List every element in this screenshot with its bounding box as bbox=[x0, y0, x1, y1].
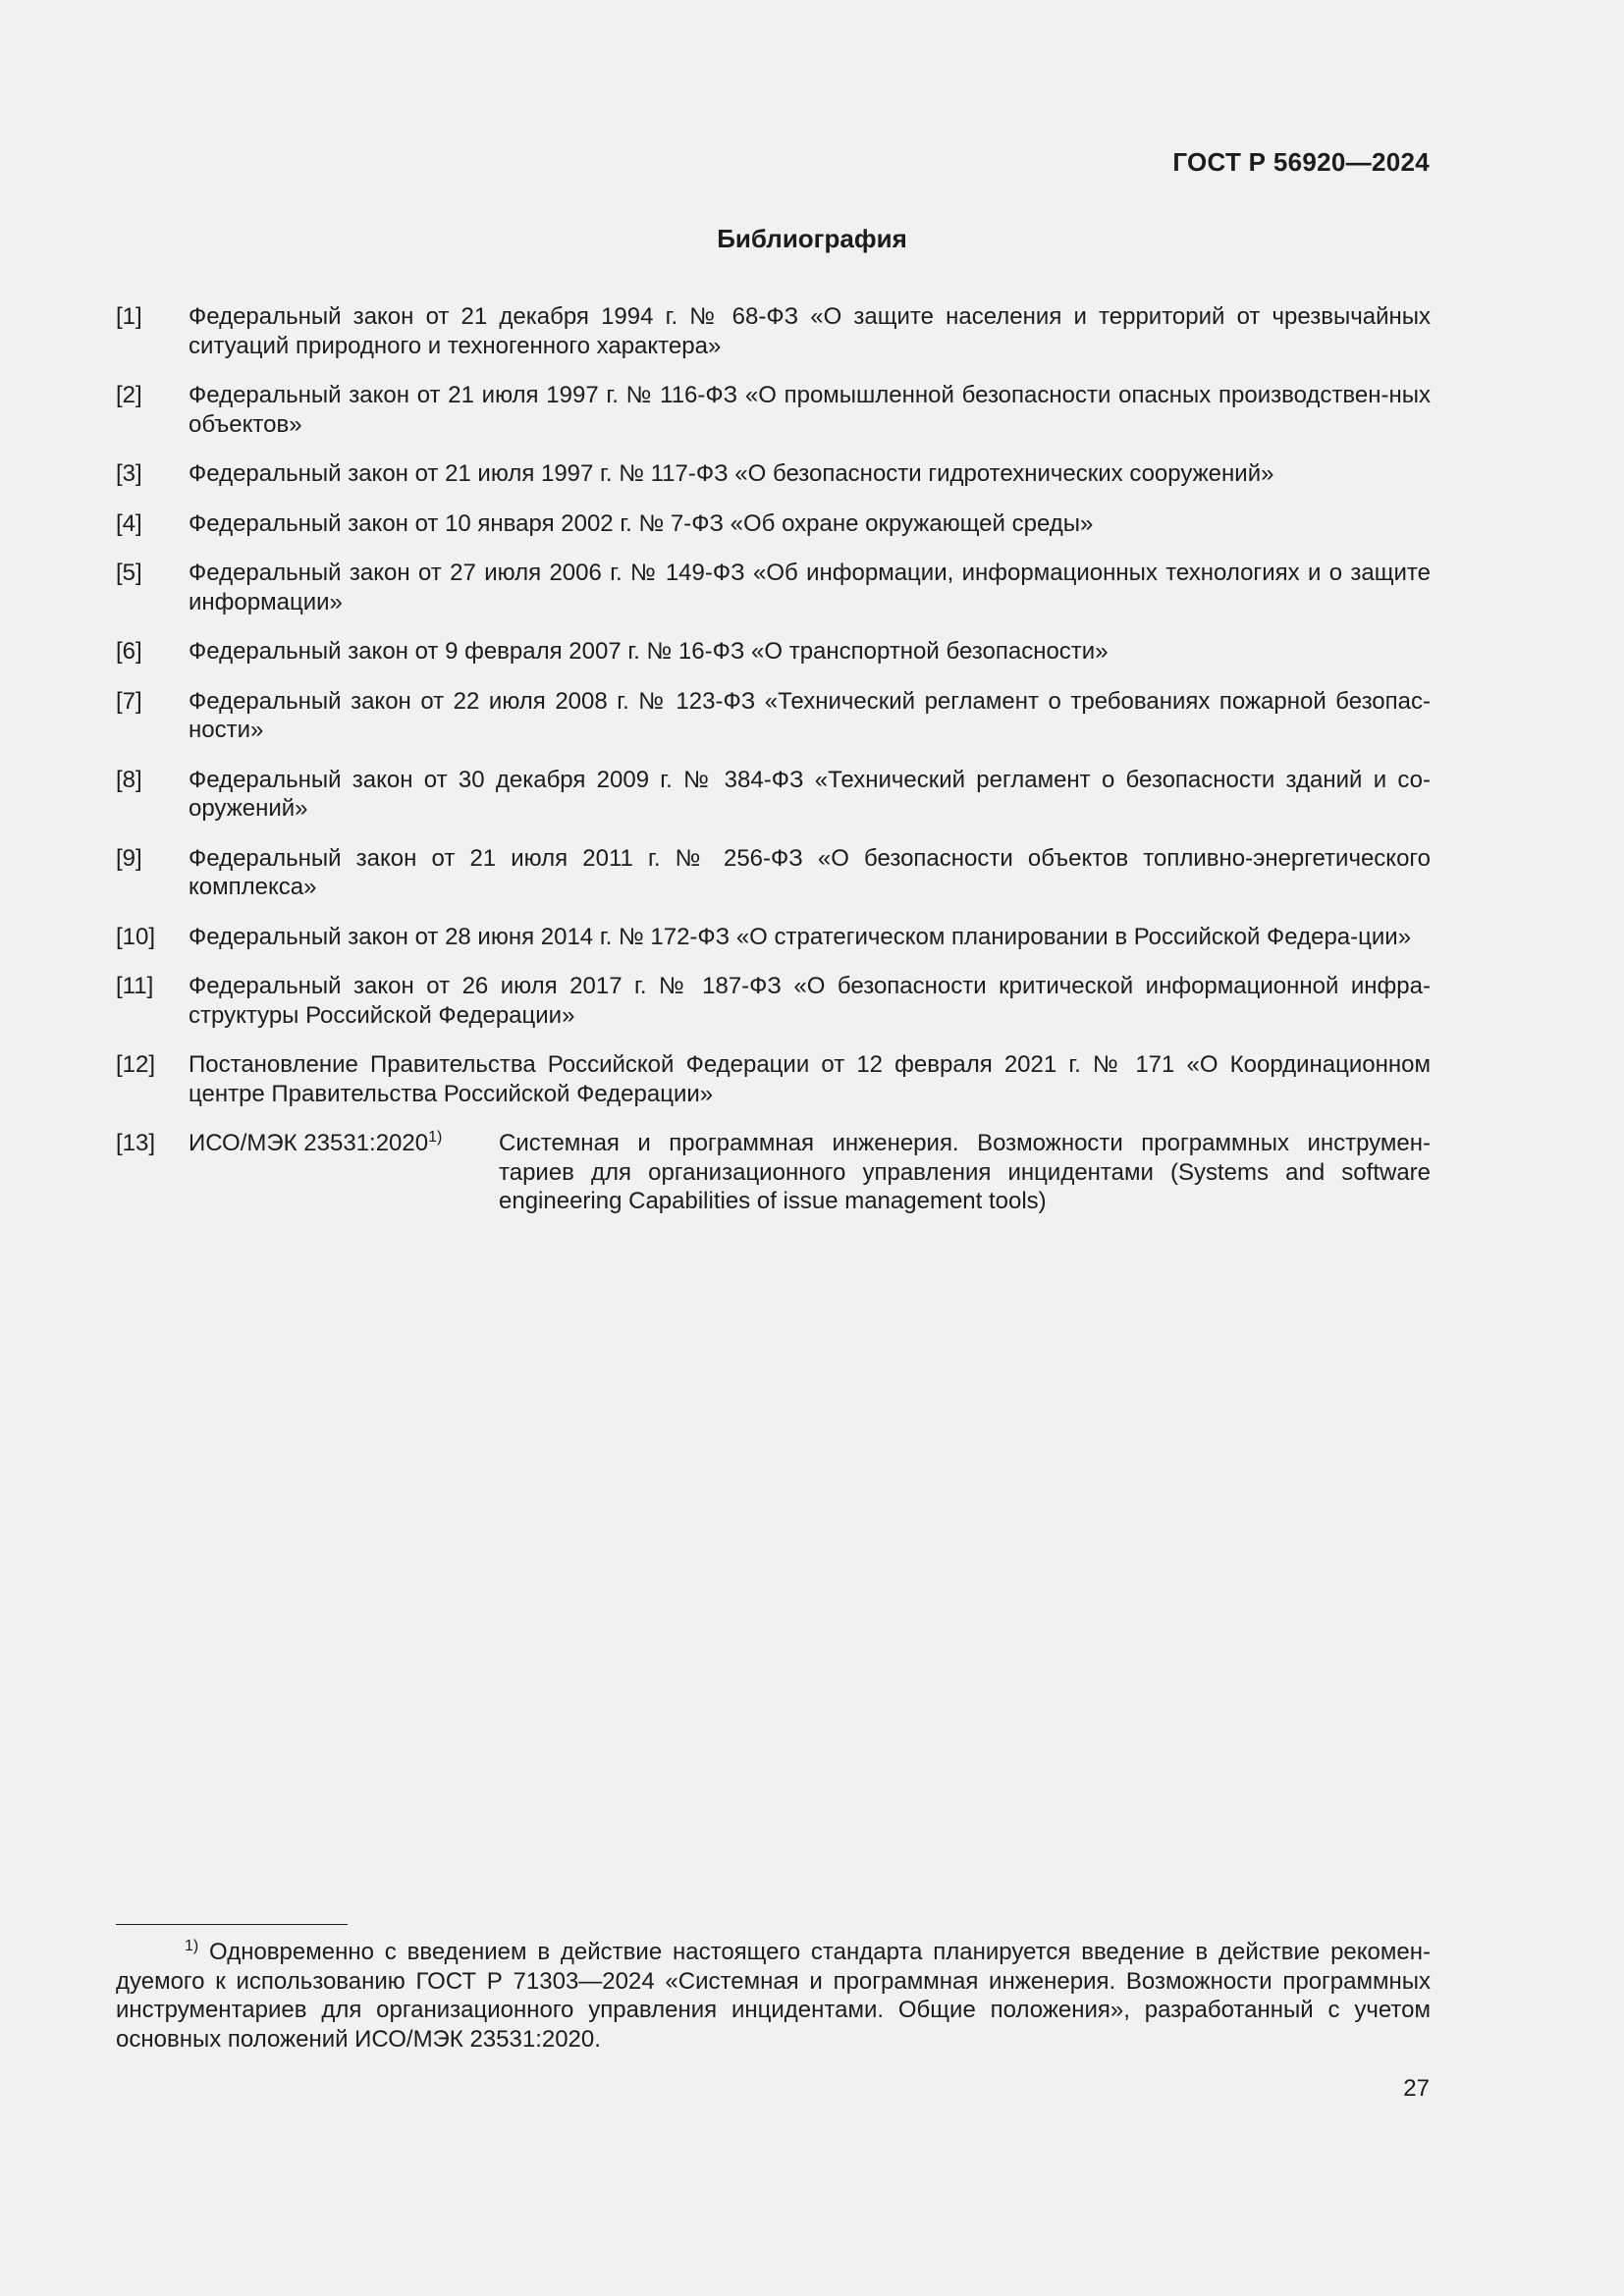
page-title: Библиография bbox=[717, 224, 907, 253]
entry-text: Федеральный закон от 21 декабря 1994 г. № 68-ФЗ «О защите населения и территорий от чрезвычайных ситуаций природного и техногенного характера» bbox=[189, 303, 1431, 359]
entry-number: [11] bbox=[116, 973, 154, 999]
bibliography-entry bbox=[116, 559, 1431, 616]
entry-text: Федеральный закон от 9 февраля 2007 г. № 16-ФЗ «О транспортной безопасности» bbox=[189, 638, 1109, 665]
entry-text: Федеральный закон от 21 июля 1997 г. № 116-ФЗ «О промышленной безопасности опасных производствен-ных объектов» bbox=[189, 382, 1431, 438]
entry-text: Федеральный закон от 22 июля 2008 г. № 123-ФЗ «Технический регламент о требованиях пожарной безопас-ности» bbox=[189, 687, 1431, 743]
entry-number: [6] bbox=[116, 638, 142, 665]
bibliography-entry bbox=[116, 302, 1431, 360]
entry-number: [13] bbox=[116, 1130, 156, 1156]
entry-text: Федеральный закон от 26 июля 2017 г. № 187-ФЗ «О безопасности критической информационной инфра-структуры Российской Федерации» bbox=[189, 973, 1431, 1029]
bibliography-entry bbox=[116, 687, 1431, 745]
entry-number: [5] bbox=[116, 560, 142, 586]
iso-standard-code bbox=[189, 1129, 499, 1216]
entry-number: [9] bbox=[116, 844, 142, 872]
entry-text: Постановление Правительства Российской Федерации от 12 февраля 2021 г. № 171 «О Координационном центре Правительства Российской Федерации» bbox=[189, 1051, 1431, 1107]
footnote-separator bbox=[116, 1924, 348, 1925]
page-number: 27 bbox=[1403, 2075, 1430, 2102]
entry-number: [12] bbox=[116, 1051, 156, 1078]
entry-text: Федеральный закон от 27 июля 2006 г. № 149-ФЗ «Об информации, информационных технологиях и о защите информации» bbox=[189, 560, 1431, 615]
footnote-text: Одновременно с введением в действие настоящего стандарта планируется введение в действие рекомен-дуемого к использованию ГОСТ Р 71303—2024 «Системная и программная инженерия. Возможности программных инструментариев для организационного управления инцидентами. Общие положения», разработанный с учетом основных положений ИСО/МЭК 23531:2020. bbox=[116, 1939, 1431, 2053]
bibliography-entry bbox=[116, 509, 1431, 539]
bibliography-entry bbox=[116, 459, 1431, 489]
bibliography-entry bbox=[116, 381, 1431, 439]
iso-code-text: ИСО/МЭК 23531:2020 bbox=[189, 1130, 429, 1156]
entry-text: Федеральный закон от 10 января 2002 г. № 7-ФЗ «Об охране окружающей среды» bbox=[189, 509, 1094, 537]
entry-number: [10] bbox=[116, 923, 156, 950]
footnote bbox=[116, 1938, 1431, 2054]
entry-number: [1] bbox=[116, 303, 142, 330]
entry-number: [7] bbox=[116, 687, 142, 715]
bibliography-entry bbox=[116, 1050, 1431, 1108]
entry-text: Федеральный закон от 28 июня 2014 г. № 172-ФЗ «О стратегическом планировании в Российской Федера-ции» bbox=[189, 923, 1412, 950]
bibliography-list bbox=[116, 302, 1431, 1237]
iso-standard-description: Системная и программная инженерия. Возможности программных инструмен-тариев для организационного управления инцидентами (Systems and software engineering Capabilities of issue management tools) bbox=[499, 1130, 1431, 1214]
footnote-mark: 1) bbox=[185, 1938, 199, 1954]
entry-number: [8] bbox=[116, 766, 142, 793]
footnote-reference-mark: 1) bbox=[428, 1129, 443, 1146]
entry-text: Федеральный закон от 30 декабря 2009 г. № 384-ФЗ «Технический регламент о безопасности зданий и со-оружений» bbox=[189, 766, 1431, 822]
bibliography-entry bbox=[116, 972, 1431, 1030]
bibliography-entry bbox=[116, 637, 1431, 667]
bibliography-entry bbox=[116, 766, 1431, 824]
bibliography-entry bbox=[116, 923, 1431, 952]
bibliography-entry-iso bbox=[116, 1129, 1431, 1216]
entry-number: [3] bbox=[116, 460, 142, 487]
entry-number: [4] bbox=[116, 509, 142, 537]
entry-text: Федеральный закон от 21 июля 2011 г. № 256-ФЗ «О безопасности объектов топливно-энергетического комплекса» bbox=[189, 844, 1431, 900]
entry-text: Федеральный закон от 21 июля 1997 г. № 117-ФЗ «О безопасности гидротехнических сооружений» bbox=[189, 460, 1274, 487]
entry-number: [2] bbox=[116, 382, 142, 408]
standard-code-header: ГОСТ Р 56920—2024 bbox=[1172, 147, 1430, 177]
bibliography-entry bbox=[116, 844, 1431, 902]
